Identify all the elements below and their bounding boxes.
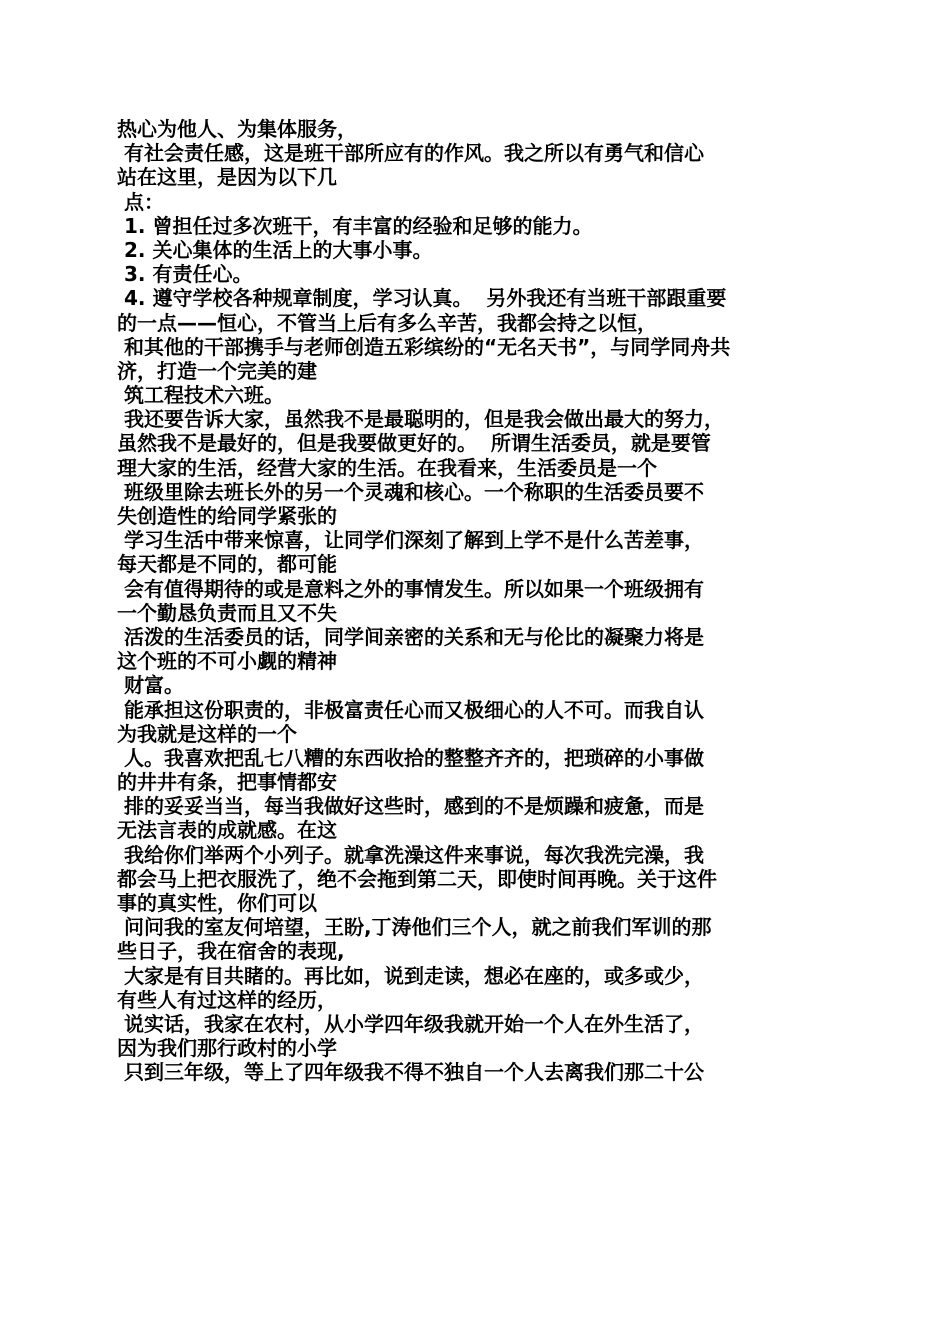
text-line: 排的妥妥当当，每当我做好这些时，感到的不是烦躁和疲惫，而是 bbox=[117, 794, 704, 819]
text-line: 点： bbox=[117, 189, 164, 214]
text-line: 为我就是这样的一个 bbox=[117, 721, 297, 746]
text-line: 站在这里，是因为以下几 bbox=[117, 165, 337, 190]
text-line: 问问我的室友何培望，王盼,丁涛他们三个人，就之前我们军训的那 bbox=[117, 915, 712, 940]
text-line: 会有值得期待的或是意料之外的事情发生。所以如果一个班级拥有 bbox=[117, 576, 704, 601]
text-line: 活泼的生活委员的话，同学间亲密的关系和无与伦比的凝聚力将是 bbox=[117, 624, 704, 649]
text-line: 筑工程技术六班。 bbox=[117, 383, 284, 408]
text-line: 事的真实性，你们可以 bbox=[117, 891, 317, 915]
text-line: 财富。 bbox=[117, 673, 184, 698]
text-line: 2. 关心集体的生活上的大事小事。 bbox=[117, 237, 433, 262]
text-line: 些日子，我在宿舍的表现, bbox=[117, 939, 345, 964]
text-line: 有社会责任感，这是班干部所应有的作风。我之所以有勇气和信心 bbox=[117, 141, 704, 166]
text-line: 的井井有条，把事情都安 bbox=[117, 770, 337, 795]
text-line: 一个勤恳负责而且又不失 bbox=[117, 600, 337, 625]
text-line: 这个班的不可小觑的精神 bbox=[117, 649, 337, 674]
text-line: 济，打造一个完美的建 bbox=[117, 358, 317, 383]
text-line: 只到三年级，等上了四年级我不得不独自一个人去离我们那二十公 bbox=[117, 1060, 704, 1085]
text-line: 无法言表的成就感。在这 bbox=[117, 818, 337, 843]
document-body bbox=[117, 117, 837, 1085]
text-line: 每天都是不同的，都可能 bbox=[117, 552, 337, 577]
text-line: 4. 遵守学校各种规章制度，学习认真。 另外我还有当班干部跟重要 bbox=[117, 286, 727, 311]
text-line: 都会马上把衣服洗了，绝不会拖到第二天，即使时间再晚。关于这件 bbox=[117, 866, 717, 891]
text-line: 失创造性的给同学紧张的 bbox=[117, 504, 337, 528]
text-line: 虽然我不是最好的，但是我要做更好的。 所谓生活委员，就是要管 bbox=[117, 431, 711, 456]
text-line: 和其他的干部携手与老师创造五彩缤纷的“无名天书”，与同学同舟共 bbox=[117, 334, 731, 359]
text-line: 因为我们那行政村的小学 bbox=[117, 1036, 337, 1061]
text-line: 的一点——恒心，不管当上后有多么辛苦，我都会持之以恒， bbox=[117, 310, 657, 335]
text-line: 能承担这份职责的，非极富责任心而又极细心的人不可。而我自认 bbox=[117, 697, 704, 722]
text-line: 大家是有目共睹的。再比如，说到走读，想必在座的，或多或少， bbox=[117, 963, 704, 988]
text-line: 有些人有过这样的经历， bbox=[117, 987, 337, 1012]
text-line: 我还要告诉大家，虽然我不是最聪明的，但是我会做出最大的努力， bbox=[117, 407, 724, 432]
text-line: 我给你们举两个小列子。就拿洗澡这件来事说，每次我洗完澡，我 bbox=[117, 842, 704, 867]
text-line: 说实话，我家在农村，从小学四年级我就开始一个人在外生活了， bbox=[117, 1011, 704, 1036]
text-line: 理大家的生活，经营大家的生活。在我看来，生活委员是一个 bbox=[117, 455, 657, 480]
text-line: 人。我喜欢把乱七八糟的东西收拾的整整齐齐的，把琐碎的小事做 bbox=[117, 745, 704, 770]
text-line: 3. 有责任心。 bbox=[117, 262, 253, 287]
text-line: 热心为他人、为集体服务， bbox=[117, 117, 357, 141]
text-line: 1. 曾担任过多次班干，有丰富的经验和足够的能力。 bbox=[117, 213, 593, 238]
text-line: 班级里除去班长外的另一个灵魂和核心。一个称职的生活委员要不 bbox=[117, 479, 704, 504]
text-line: 学习生活中带来惊喜，让同学们深刻了解到上学不是什么苦差事， bbox=[117, 528, 704, 553]
